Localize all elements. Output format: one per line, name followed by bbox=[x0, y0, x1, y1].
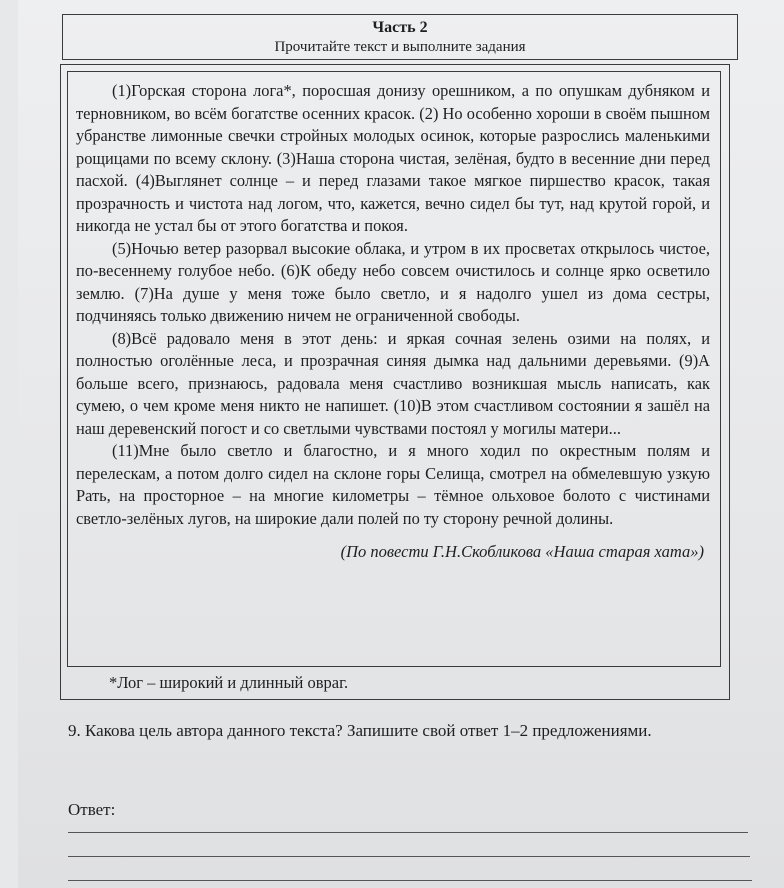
answer-label: Ответ: bbox=[68, 800, 116, 819]
paragraph-4: (11)Мне было светло и благостно, и я много ходил по окрестным полям и перелескам, а потом долго сидел на склоне горы Селища, смотрел на обмелевшую узкую Рать, на просторное – на многие километры – тёмное ольховое болото с чистинами светло-зелёных лугов, на широкие дали полей по ту сторону речной долины. bbox=[76, 441, 710, 528]
part-header bbox=[62, 14, 738, 60]
text-frame bbox=[60, 64, 730, 700]
paragraph-3: (8)Всё радовало меня в этот день: и яркая сочная зелень озими на полях, и полностью оголённые леса, и прозрачная синяя дымка над дальними деревьями. (9)А больше всего, признаюсь, радовала меня счастливо возникшая мысль написать, как сумею, о чем кроме меня никто не напишет. (10)В этом счастливом состоянии я зашёл на наш деревенский погост и со светлыми чувствами постоял у могилы матери... bbox=[76, 328, 710, 438]
answer-line[interactable] bbox=[68, 856, 750, 857]
source-citation: (По повести Г.Н.Скобликова «Наша старая хата») bbox=[340, 542, 704, 561]
worksheet-page bbox=[18, 0, 784, 888]
answer-line[interactable] bbox=[68, 880, 752, 881]
footnote: *Лог – широкий и длинный овраг. bbox=[109, 673, 349, 692]
paragraph-2: (5)Ночью ветер разорвал высокие облака, и утром в их просветах открылось чистое, по-весеннему голубое небо. (6)К обеду небо совсем очистилось и солнце ярко осветило землю. (7)На душе у меня тоже было светло, и я надолго ушел из дома сестры, подчиняясь только движению ничем не ограниченной свободы. bbox=[76, 238, 710, 325]
reading-text-box bbox=[67, 71, 721, 667]
question-9: 9. Какова цель автора данного текста? Запишите свой ответ 1–2 предложениями. bbox=[68, 721, 652, 740]
part-title: Часть 2 bbox=[372, 19, 428, 36]
answer-line[interactable] bbox=[68, 832, 748, 833]
paragraph-1: (1)Горская сторона лога*, поросшая донизу орешником, а по опушкам дубняком и терновником, во всём богатстве осенних красок. (2) Но особенно хороши в своём пышном убранстве лимонные свечки стройных молодых осинок, которые разрослись маленькими рощицами по всему склону. (3)Наша сторона чистая, зелёная, будто в весенние дни перед пасхой. (4)Выглянет солнце – и перед глазами такое мягкое пиршество красок, такая прозрачность и чистота над логом, что, кажется, вечно сидел бы тут, над крутой горой, и никогда не устал бы от этого богатства и покоя. bbox=[76, 81, 710, 235]
instruction: Прочитайте текст и выполните задания bbox=[274, 39, 526, 55]
